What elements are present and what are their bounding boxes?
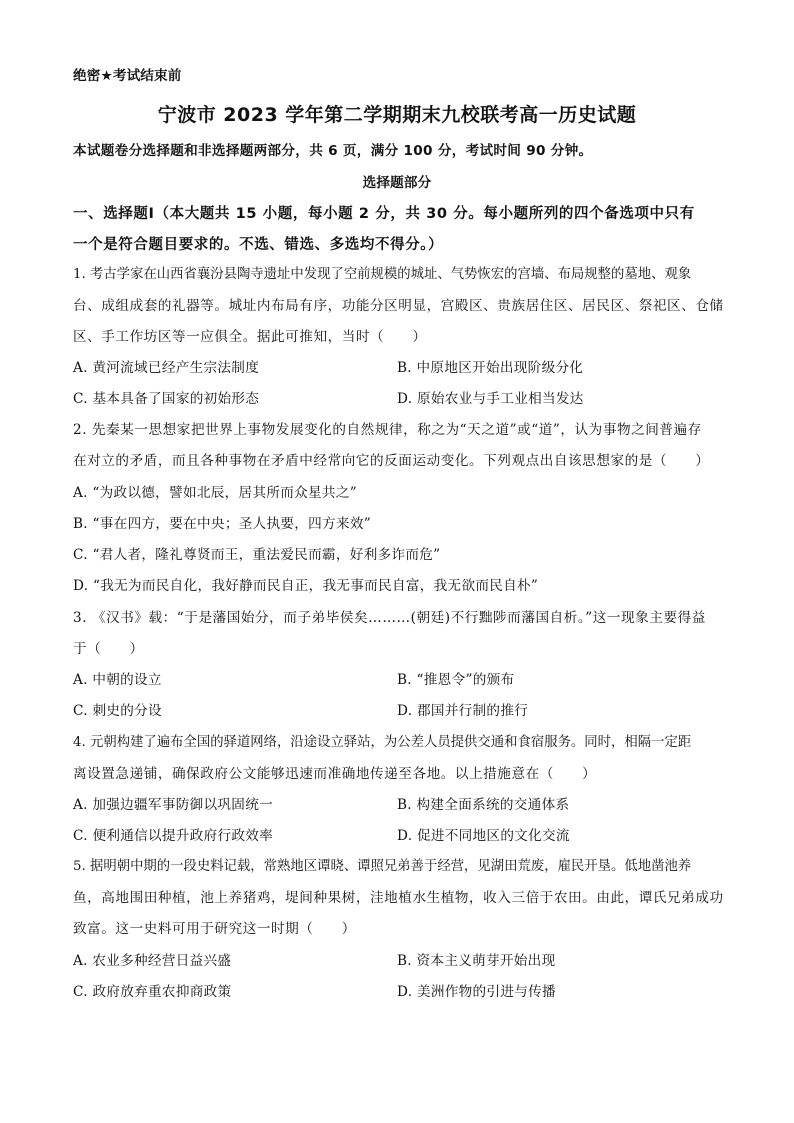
question-3-option-c: C. 刺史的分设 (73, 703, 162, 719)
question-3-option-d: D. 郡国并行制的推行 (397, 703, 529, 719)
question-4-option-d: D. 促进不同地区的文化交流 (397, 828, 570, 844)
question-4-option-a: A. 加强边疆军事防御以巩固统一 (73, 797, 273, 813)
question-4-option-b: B. 构建全面系统的交通体系 (397, 797, 570, 813)
question-3-option-b: B. “推恩令”的颁布 (397, 672, 515, 688)
question-1-line-2: 台、成组成套的礼器等。城址内布局有序，功能分区明显，宫殿区、贵族居住区、居民区、祭祀区、仓储 (73, 298, 724, 314)
question-1-line-3: 区、手工作坊区等一应俱全。据此可推知，当时（ ） (73, 329, 427, 345)
exam-title: 宁波市 2023 学年第二学期期末九校联考高一历史试题 (157, 104, 637, 126)
question-5-line-3: 致富。这一史料可用于研究这一时期（ ） (73, 921, 356, 937)
question-1-option-b: B. 中原地区开始出现阶级分化 (397, 360, 584, 376)
question-5-option-a: A. 农业多种经营日益兴盛 (73, 953, 232, 969)
part-label: 选择题部分 (362, 175, 432, 191)
question-2-line-1: 2. 先秦某一思想家把世界上事物发展变化的自然规律，称之为“天之道”或“道”，认为事物之间普遍存 (73, 422, 702, 438)
section-heading-line2: 一个是符合题目要求的。不选、错选、多选均不得分。） (73, 237, 444, 253)
question-4-line-2: 离设置急递铺，确保政府公文能够迅速而准确地传递至各地。以上措施意在（ ） (73, 766, 597, 782)
question-5-option-c: C. 政府放弃重农抑商政策 (73, 984, 232, 1000)
question-2-line-2: 在对立的矛盾，而且各种事物在矛盾中经常向它的反面运动变化。下列观点出自该思想家的是（ ） (73, 453, 710, 469)
question-4-line-1: 4. 元朝构建了遍布全国的驿道网络，沿途设立驿站，为公差人员提供交通和食宿服务。同时，相隔一定距 (73, 735, 692, 750)
question-2-option-a: A. “为政以德，譬如北辰，居其所而众星共之” (73, 485, 357, 501)
question-1-line-1: 1. 考古学家在山西省襄汾县陶寺遗址中发现了空前规模的城址、气势恢宏的宫墙、布局规整的墓地、观象 (73, 267, 692, 282)
question-1-option-d: D. 原始农业与手工业相当发达 (397, 391, 584, 407)
question-1-option-c: C. 基本具备了国家的初始形态 (73, 391, 260, 407)
question-1-option-a: A. 黄河流域已经产生宗法制度 (73, 360, 260, 376)
question-5-option-b: B. 资本主义萌芽开始出现 (397, 953, 556, 969)
question-3-line-2: 于（ ） (73, 641, 144, 657)
question-4-option-c: C. 便利通信以提升政府行政效率 (73, 828, 274, 844)
question-5-option-d: D. 美洲作物的引进与传播 (397, 984, 556, 1000)
section-heading-line1: 一、选择题Ⅰ（本大题共 15 小题，每小题 2 分，共 30 分。每小题所列的四个备选项中只有 (73, 206, 695, 222)
question-5-line-1: 5. 据明朝中期的一段史料记载，常熟地区谭晓、谭照兄弟善于经营，见湖田荒废，雇民开垦。低地凿池养 (73, 859, 692, 874)
question-2-option-d: D. “我无为而民自化，我好静而民自正，我无事而民自富，我无欲而民自朴” (73, 578, 539, 594)
question-2-option-c: C. “君人者，隆礼尊贤而王，重法爱民而霸，好利多诈而危” (73, 547, 441, 563)
question-3-option-a: A. 中朝的设立 (73, 672, 162, 688)
question-5-line-2: 鱼，高地围田种植，池上养猪鸡，堤间种果树，洼地植水生植物，收入三倍于农田。由此，谭氏兄弟成功 (73, 890, 724, 906)
question-2-option-b: B. “事在四方，要在中央；圣人执要，四方来效” (73, 516, 372, 532)
exam-intro: 本试题卷分选择题和非选择题两部分，共 6 页，满分 100 分，考试时间 90 分钟。 (73, 143, 593, 159)
question-3-line-1: 3. 《汉书》载：“于是藩国始分，而子弟毕侯矣………(朝廷)不行黜陟而藩国自析。”这一现象主要得益 (73, 610, 706, 626)
confidential-label: 绝密★考试结束前 (73, 68, 182, 84)
